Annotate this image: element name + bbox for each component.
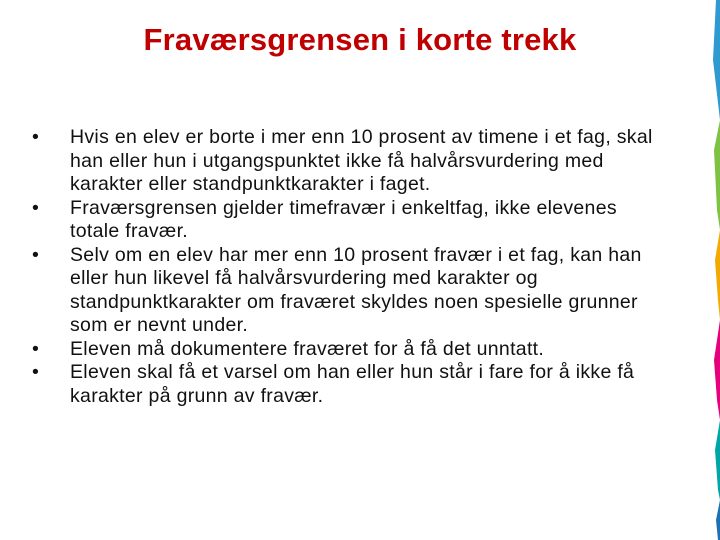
edge-stripe-segment xyxy=(715,420,720,500)
decorative-edge-stripe xyxy=(712,0,720,540)
bullet-marker: • xyxy=(32,337,40,360)
bullet-item xyxy=(30,361,670,408)
edge-stripe-segment xyxy=(713,0,720,120)
bullet-text: Hvis en elev er borte i mer enn 10 prosent av timene i et fag, skal han eller hun i utgangspunktet ikke få halvårsvurdering med karakter eller standpunktkarakter i faget. xyxy=(70,126,653,195)
edge-stripe-segment xyxy=(716,500,720,540)
edge-stripe-graphic xyxy=(712,0,720,540)
bullet-text: Selv om en elev har mer enn 10 prosent fravær i et fag, kan han eller hun likevel få halvårsvurdering med karakter og standpunktkarakter om fraværet skyldes noen spesielle grunner som er nevnt under. xyxy=(70,243,642,336)
bullet-item xyxy=(30,126,670,197)
bullet-marker: • xyxy=(32,126,40,148)
bullet-item xyxy=(30,197,670,244)
bullet-text: Eleven skal få et varsel om han eller hun står i fare for å ikke få karakter på grunn av fravær. xyxy=(70,361,635,407)
bullet-list xyxy=(30,126,670,408)
bullet-marker: • xyxy=(32,196,40,219)
bullet-marker: • xyxy=(32,361,40,383)
edge-stripe-segment xyxy=(714,120,720,230)
slide-title: Fraværsgrensen i korte trekk xyxy=(143,22,577,57)
bullet-item xyxy=(30,244,670,338)
bullet-marker: • xyxy=(32,243,40,266)
edge-stripe-segment xyxy=(714,320,720,420)
bullet-item xyxy=(30,338,670,362)
bullet-text: Fraværsgrensen gjelder timefravær i enkeltfag, ikke elevenes totale fravær. xyxy=(70,196,617,242)
edge-stripe-segment xyxy=(715,230,720,320)
bullet-text: Eleven må dokumentere fraværet for å få det unntatt. xyxy=(70,337,545,360)
